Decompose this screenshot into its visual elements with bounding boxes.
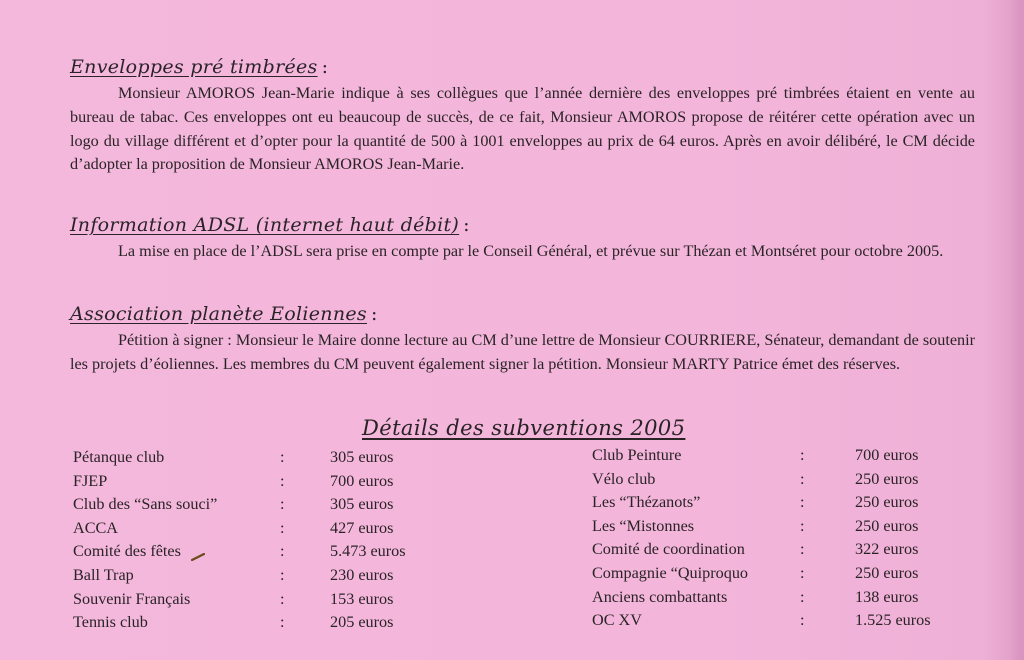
- subvention-amount: 230 euros: [330, 566, 394, 584]
- subvention-separator: :: [800, 516, 805, 535]
- subvention-amount: 138 euros: [855, 587, 919, 606]
- subvention-separator: :: [280, 471, 285, 490]
- section-body-enveloppes: Monsieur AMOROS Jean-Marie indique à ses collègues que l’année dernière des enveloppes pré timbrées étaient en vente au bureau de tabac. Ces enveloppes ont eu beaucoup de succès, de ce fait, Monsieur AMOROS propose de réitérer cette opération avec un logo du village différent et d’opter pour la quantité de 500 à 1001 enveloppes au prix de 64 euros. Après en avoir délibéré, le CM décide d’adopter la proposition de Monsieur AMOROS Jean-Marie.: [70, 84, 975, 174]
- page-edge-shadow: [1010, 0, 1024, 660]
- subvention-amount: 427 euros: [330, 518, 394, 537]
- subvention-amount: 153 euros: [330, 589, 394, 608]
- subvention-name: FJEP: [73, 471, 108, 490]
- section-title-enveloppes: Enveloppes pré timbrées :: [70, 56, 329, 78]
- subvention-name: Les “Mistonnes: [592, 516, 695, 535]
- subvention-amount: 250 euros: [855, 493, 919, 512]
- subvention-name: Anciens combattants: [592, 587, 728, 606]
- subvention-amount: 305 euros: [330, 448, 394, 466]
- subvention-name: Pétanque club: [73, 448, 165, 466]
- subvention-separator: :: [280, 566, 285, 584]
- subvention-separator: :: [280, 589, 285, 608]
- subvention-amount: 250 euros: [855, 564, 919, 582]
- subvention-separator: :: [280, 448, 285, 466]
- subvention-name: OC XV: [592, 611, 642, 630]
- subvention-name: Souvenir Français: [73, 589, 191, 608]
- subvention-separator: :: [800, 611, 805, 630]
- subvention-separator: :: [800, 540, 805, 559]
- section-title-adsl: Information ADSL (internet haut débit) :: [70, 214, 470, 236]
- subvention-amount: 5.473 euros: [330, 542, 406, 561]
- subvention-amount: 700 euros: [855, 446, 919, 464]
- subvention-amount: 322 euros: [855, 540, 919, 559]
- subvention-name: Comité de coordination: [592, 540, 745, 559]
- subvention-separator: :: [280, 613, 285, 632]
- subvention-amount: 305 euros: [330, 495, 394, 514]
- subvention-amount: 250 euros: [855, 469, 919, 488]
- subvention-name: Vélo club: [592, 469, 656, 488]
- subvention-name: Club des “Sans souci”: [73, 495, 218, 514]
- subvention-separator: :: [800, 493, 805, 512]
- section-body-adsl: La mise en place de l’ADSL sera prise en compte par le Conseil Général, et prévue sur Thézan et Montséret pour octobre 2005.: [118, 242, 944, 260]
- subvention-name: Tennis club: [73, 613, 148, 632]
- subvention-name: Les “Thézanots”: [592, 493, 701, 512]
- subvention-amount: 700 euros: [330, 471, 394, 490]
- subvention-name: Ball Trap: [73, 566, 134, 584]
- subvention-separator: :: [280, 495, 285, 514]
- subvention-amount: 1.525 euros: [855, 611, 931, 630]
- subvention-name: ACCA: [73, 518, 118, 537]
- subvention-separator: :: [280, 518, 285, 537]
- subvention-name: Comité des fêtes: [73, 542, 181, 561]
- subvention-name: Compagnie “Quiproquo: [592, 564, 749, 582]
- subvention-separator: :: [800, 564, 805, 582]
- section-body-eoliennes: Pétition à signer : Monsieur le Maire donne lecture au CM d’une lettre de Monsieur COURRIERE, Sénateur, demandant de soutenir les projets d’éoliennes. Les membres du CM peuvent également signer la pétition. Monsieur MARTY Patrice émet des réserves.: [70, 331, 975, 373]
- subvention-amount: 205 euros: [330, 613, 394, 632]
- subvention-amount: 250 euros: [855, 516, 919, 535]
- pen-mark-icon: [191, 553, 205, 561]
- subvention-separator: :: [800, 587, 805, 606]
- subvention-name: Club Peinture: [592, 446, 682, 464]
- subvention-separator: :: [800, 446, 805, 464]
- subvention-separator: :: [800, 469, 805, 488]
- section-title-eoliennes: Association planète Eoliennes :: [70, 303, 378, 325]
- subvention-separator: :: [280, 542, 285, 561]
- subventions-title: Détails des subventions 2005: [362, 416, 686, 440]
